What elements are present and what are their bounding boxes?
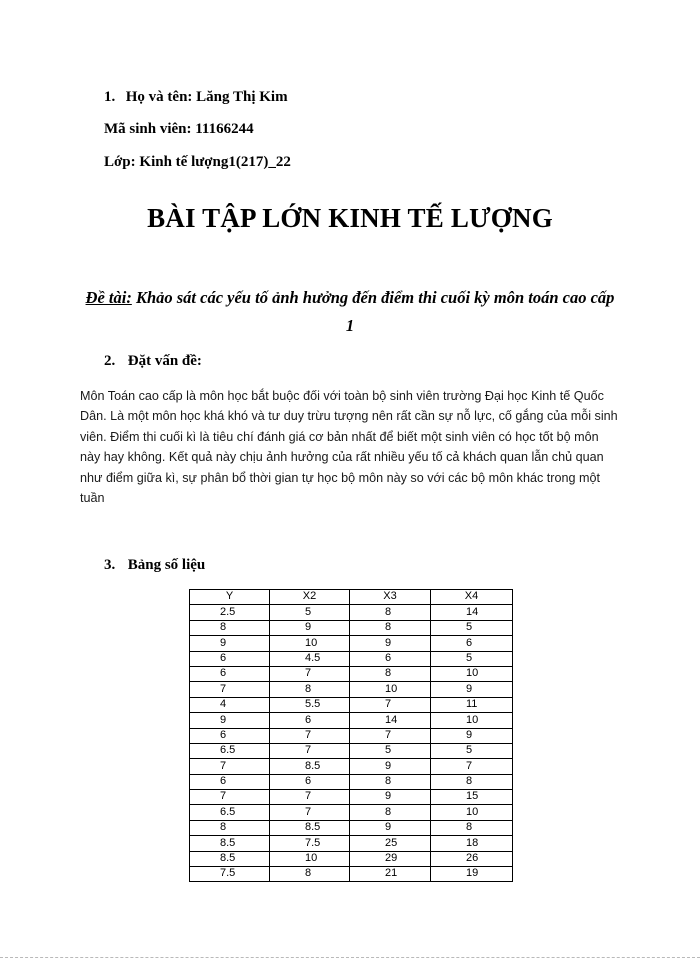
cell-x2: 7.5 [270,836,350,851]
table-row [190,605,513,620]
table-row [190,790,513,805]
table-row [190,774,513,789]
cell-x3: 9 [350,636,431,651]
cell-x3: 9 [350,759,431,774]
cell-y: 7 [190,759,270,774]
table-row [190,820,513,835]
table-row [190,759,513,774]
column-header-x3: X3 [350,590,431,605]
cell-x3: 8 [350,805,431,820]
cell-y: 6.5 [190,805,270,820]
cell-x2: 7 [270,728,350,743]
section-number: 2. [104,353,116,369]
table-row [190,805,513,820]
table-body [190,605,513,882]
cell-y: 8.5 [190,851,270,866]
cell-y: 9 [190,636,270,651]
table-row [190,851,513,866]
cell-x2: 7 [270,805,350,820]
cell-y: 6 [190,666,270,681]
cell-y: 7.5 [190,867,270,882]
cell-x4: 8 [431,820,513,835]
table-row [190,836,513,851]
table-row [190,666,513,681]
cell-y: 6 [190,651,270,666]
student-name-line [104,89,288,106]
page-bottom-divider [0,957,700,958]
cell-x2: 4.5 [270,651,350,666]
table-row [190,713,513,728]
section-title: Đặt vấn đề: [127,353,202,369]
cell-y: 6.5 [190,743,270,758]
cell-x4: 9 [431,728,513,743]
problem-paragraph: Môn Toán cao cấp là môn học bắt buộc đối với toàn bộ sinh viên trường Đại học Kinh tế Quốc Dân. Là một môn học khá khó và tư duy trừu tượng nên rất cần sự nỗ lực, cố gắng của mỗi sinh viên. Điểm thi cuối kì là tiêu chí đánh giá cơ bản nhất để biết một sinh viên có học tốt bộ môn này hay không. Kết quả này chịu ảnh hưởng của rất nhiều yếu tố cả khách quan lẫn chủ quan như điểm giữa kì, sự phân bổ thời gian tự học bộ môn này so với các bộ môn khác trong một tuần [80,389,618,506]
cell-x3: 8 [350,774,431,789]
cell-x4: 26 [431,851,513,866]
cell-x2: 6 [270,713,350,728]
cell-x4: 5 [431,620,513,635]
section-title: Bảng số liệu [127,557,206,573]
cell-y: 7 [190,682,270,697]
cell-x2: 8.5 [270,820,350,835]
cell-x2: 10 [270,636,350,651]
cell-x2: 8 [270,867,350,882]
cell-x2: 6 [270,774,350,789]
cell-y: 4 [190,697,270,712]
cell-y: 8 [190,820,270,835]
cell-y: 7 [190,790,270,805]
topic-text: Khảo sát các yếu tố ảnh hưởng đến điểm thi cuối kỳ môn toán cao cấp 1 [131,288,615,335]
student-class-line: Lớp: Kinh tế lượng1(217)_22 [104,154,291,170]
cell-x3: 10 [350,682,431,697]
cell-x4: 5 [431,651,513,666]
cell-y: 6 [190,774,270,789]
cell-x4: 11 [431,697,513,712]
cell-x2: 7 [270,743,350,758]
column-header-x4: X4 [431,590,513,605]
cell-x4: 18 [431,836,513,851]
cell-x3: 25 [350,836,431,851]
cell-x4: 14 [431,605,513,620]
table-row [190,636,513,651]
list-number: 1. [104,89,116,105]
cell-x3: 5 [350,743,431,758]
table-header-row [190,590,513,605]
section-heading-data-table [104,557,205,574]
topic-label: Đề tài: [85,288,132,307]
section-heading-problem [104,353,202,370]
student-name: Họ và tên: Lăng Thị Kim [125,89,288,105]
cell-x3: 8 [350,605,431,620]
cell-x2: 8.5 [270,759,350,774]
cell-x4: 9 [431,682,513,697]
column-header-x2: X2 [270,590,350,605]
cell-x3: 14 [350,713,431,728]
cell-x2: 5 [270,605,350,620]
cell-x4: 10 [431,666,513,681]
cell-x3: 7 [350,697,431,712]
data-table [189,589,513,882]
cell-x3: 6 [350,651,431,666]
table-row [190,743,513,758]
cell-x4: 6 [431,636,513,651]
cell-x3: 9 [350,820,431,835]
cell-y: 8.5 [190,836,270,851]
cell-x3: 21 [350,867,431,882]
cell-x4: 10 [431,805,513,820]
cell-x4: 10 [431,713,513,728]
table-row [190,651,513,666]
cell-x2: 10 [270,851,350,866]
cell-y: 2.5 [190,605,270,620]
cell-y: 9 [190,713,270,728]
cell-x4: 8 [431,774,513,789]
cell-x2: 5.5 [270,697,350,712]
table-row [190,682,513,697]
column-header-y: Y [190,590,270,605]
page-title: BÀI TẬP LỚN KINH TẾ LƯỢNG [147,203,553,233]
cell-x2: 8 [270,682,350,697]
student-id-line: Mã sinh viên: 11166244 [104,121,254,137]
cell-x3: 8 [350,666,431,681]
table-row [190,620,513,635]
table-row [190,728,513,743]
cell-x3: 9 [350,790,431,805]
cell-x4: 19 [431,867,513,882]
table-row [190,867,513,882]
section-number: 3. [104,557,116,573]
cell-x4: 7 [431,759,513,774]
cell-x2: 7 [270,790,350,805]
cell-x3: 29 [350,851,431,866]
cell-x3: 7 [350,728,431,743]
cell-y: 6 [190,728,270,743]
cell-x4: 5 [431,743,513,758]
cell-x2: 9 [270,620,350,635]
table-row [190,697,513,712]
cell-y: 8 [190,620,270,635]
cell-x3: 8 [350,620,431,635]
cell-x2: 7 [270,666,350,681]
topic-statement [80,284,620,340]
cell-x4: 15 [431,790,513,805]
